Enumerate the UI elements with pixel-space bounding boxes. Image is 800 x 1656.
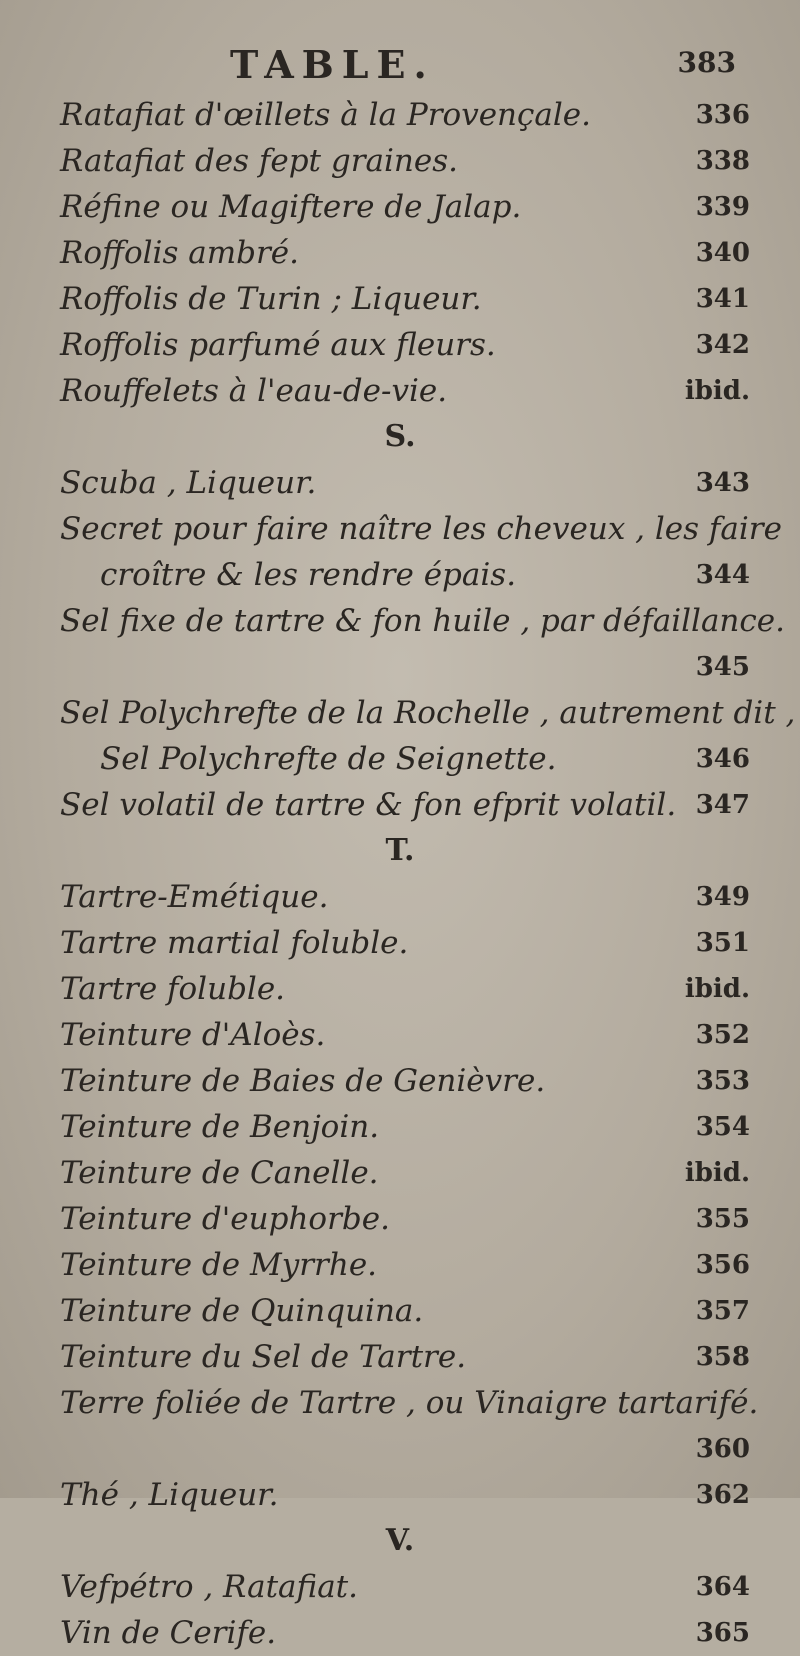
entry-title: Teinture de Canelle.: [60, 1155, 379, 1191]
index-entry: [0, 1426, 800, 1472]
index-entry: [0, 1564, 800, 1610]
entry-title: Teinture de Baies de Genièvre.: [60, 1063, 546, 1099]
entry-page-number: 364: [695, 1572, 750, 1602]
index-entry: [0, 552, 800, 598]
entry-page-number: 354: [695, 1112, 750, 1142]
entry-title: Teinture d'euphorbe.: [60, 1201, 390, 1237]
entry-title: Teinture de Benjoin.: [60, 1109, 380, 1145]
index-entry: [0, 598, 800, 644]
index-entry: [0, 460, 800, 506]
section-letter: S.: [384, 419, 416, 454]
entry-page-number: 339: [695, 192, 750, 222]
entry-page-number: 351: [695, 928, 750, 958]
entry-page-number: 355: [695, 1204, 750, 1234]
entry-title: Réfine ou Magiftere de Jalap.: [60, 189, 522, 225]
entry-title: Tartre-Emétique.: [60, 879, 329, 915]
entry-title: Secret pour faire naître les cheveux , les faire: [60, 511, 782, 547]
entry-title: Teinture d'Aloès.: [60, 1017, 326, 1053]
index-entry: [0, 368, 800, 414]
entry-page-number: 346: [695, 744, 750, 774]
entry-title: Scuba , Liqueur.: [60, 465, 317, 501]
entry-title: Sel Polychrefte de la Rochelle , autrement dit ,: [60, 695, 796, 731]
index-entry: [0, 1104, 800, 1150]
index-entry: [0, 1380, 800, 1426]
entry-title: Sel fixe de tartre & fon huile , par défaillance.: [60, 603, 785, 639]
entry-page-number: 341: [695, 284, 750, 314]
entry-title: Vin de Cerife.: [60, 1615, 277, 1651]
entry-page-number: 336: [695, 100, 750, 130]
section-letter: T.: [385, 833, 415, 868]
index-entry: [0, 184, 800, 230]
entry-title: Roffolis parfumé aux fleurs.: [60, 327, 496, 363]
entry-page-number: 345: [695, 652, 750, 682]
entry-title: Ratafiat d'œillets à la Provençale.: [60, 97, 591, 133]
entry-page-number: 360: [695, 1434, 750, 1464]
entry-page-number: 352: [695, 1020, 750, 1050]
entry-title: Sel volatil de tartre & fon efprit volatil.: [60, 787, 677, 823]
entry-page-number: 344: [695, 560, 750, 590]
index-entry: [0, 1334, 800, 1380]
entry-page-number: 358: [695, 1342, 750, 1372]
index-entry: [0, 1150, 800, 1196]
entry-page-number: ibid.: [684, 1158, 750, 1188]
index-entry: [0, 1012, 800, 1058]
index-entry: [0, 874, 800, 920]
index-entry: [0, 1242, 800, 1288]
entry-page-number: 362: [695, 1480, 750, 1510]
entry-page-number: 342: [695, 330, 750, 360]
section-letter: V.: [385, 1523, 415, 1558]
index-entry: [0, 644, 800, 690]
entry-title: Teinture de Myrrhe.: [60, 1247, 378, 1283]
index-entry: [0, 1472, 800, 1518]
entry-title: Tartre foluble.: [60, 971, 286, 1007]
index-entry: [0, 276, 800, 322]
entry-title: Rouffelets à l'eau-de-vie.: [60, 373, 448, 409]
index-entry: [0, 322, 800, 368]
entry-title: Sel Polychrefte de Seignette.: [100, 741, 557, 777]
index-entry: [0, 230, 800, 276]
entry-page-number: ibid.: [684, 974, 750, 1004]
index-entry: [0, 1058, 800, 1104]
index-entry: [0, 92, 800, 138]
entry-page-number: 338: [695, 146, 750, 176]
page-number: 383: [677, 46, 736, 79]
entry-title: Roffolis de Turin ; Liqueur.: [60, 281, 482, 317]
entry-page-number: 347: [695, 790, 750, 820]
entry-page-number: 340: [695, 238, 750, 268]
entry-page-number: 357: [695, 1296, 750, 1326]
entry-title: Roffolis ambré.: [60, 235, 299, 271]
page-header: [0, 42, 800, 92]
index-entry: [0, 1196, 800, 1242]
entry-title: Teinture de Quinquina.: [60, 1293, 424, 1329]
entry-title: Vefpétro , Ratafiat.: [60, 1569, 358, 1605]
entry-title: Teinture du Sel de Tartre.: [60, 1339, 467, 1375]
entry-page-number: 349: [695, 882, 750, 912]
entry-page-number: 365: [695, 1618, 750, 1648]
entry-title: Thé , Liqueur.: [60, 1477, 279, 1513]
index-entries: [0, 92, 800, 1656]
index-entry: [0, 1610, 800, 1656]
index-entry: [0, 920, 800, 966]
entry-title: croître & les rendre épais.: [100, 557, 517, 593]
entry-page-number: 356: [695, 1250, 750, 1280]
index-entry: [0, 138, 800, 184]
index-entry: [0, 966, 800, 1012]
entry-page-number: 343: [695, 468, 750, 498]
index-entry: [0, 1288, 800, 1334]
entry-title: Ratafiat des fept graines.: [60, 143, 459, 179]
entry-page-number: 353: [695, 1066, 750, 1096]
entry-title: Tartre martial foluble.: [60, 925, 409, 961]
index-entry: [0, 736, 800, 782]
index-entry: [0, 782, 800, 828]
page-title: TABLE.: [230, 42, 435, 87]
index-entry: [0, 690, 800, 736]
entry-title: Terre foliée de Tartre , ou Vinaigre tartarifé.: [60, 1385, 759, 1421]
index-entry: [0, 506, 800, 552]
entry-page-number: ibid.: [684, 376, 750, 406]
